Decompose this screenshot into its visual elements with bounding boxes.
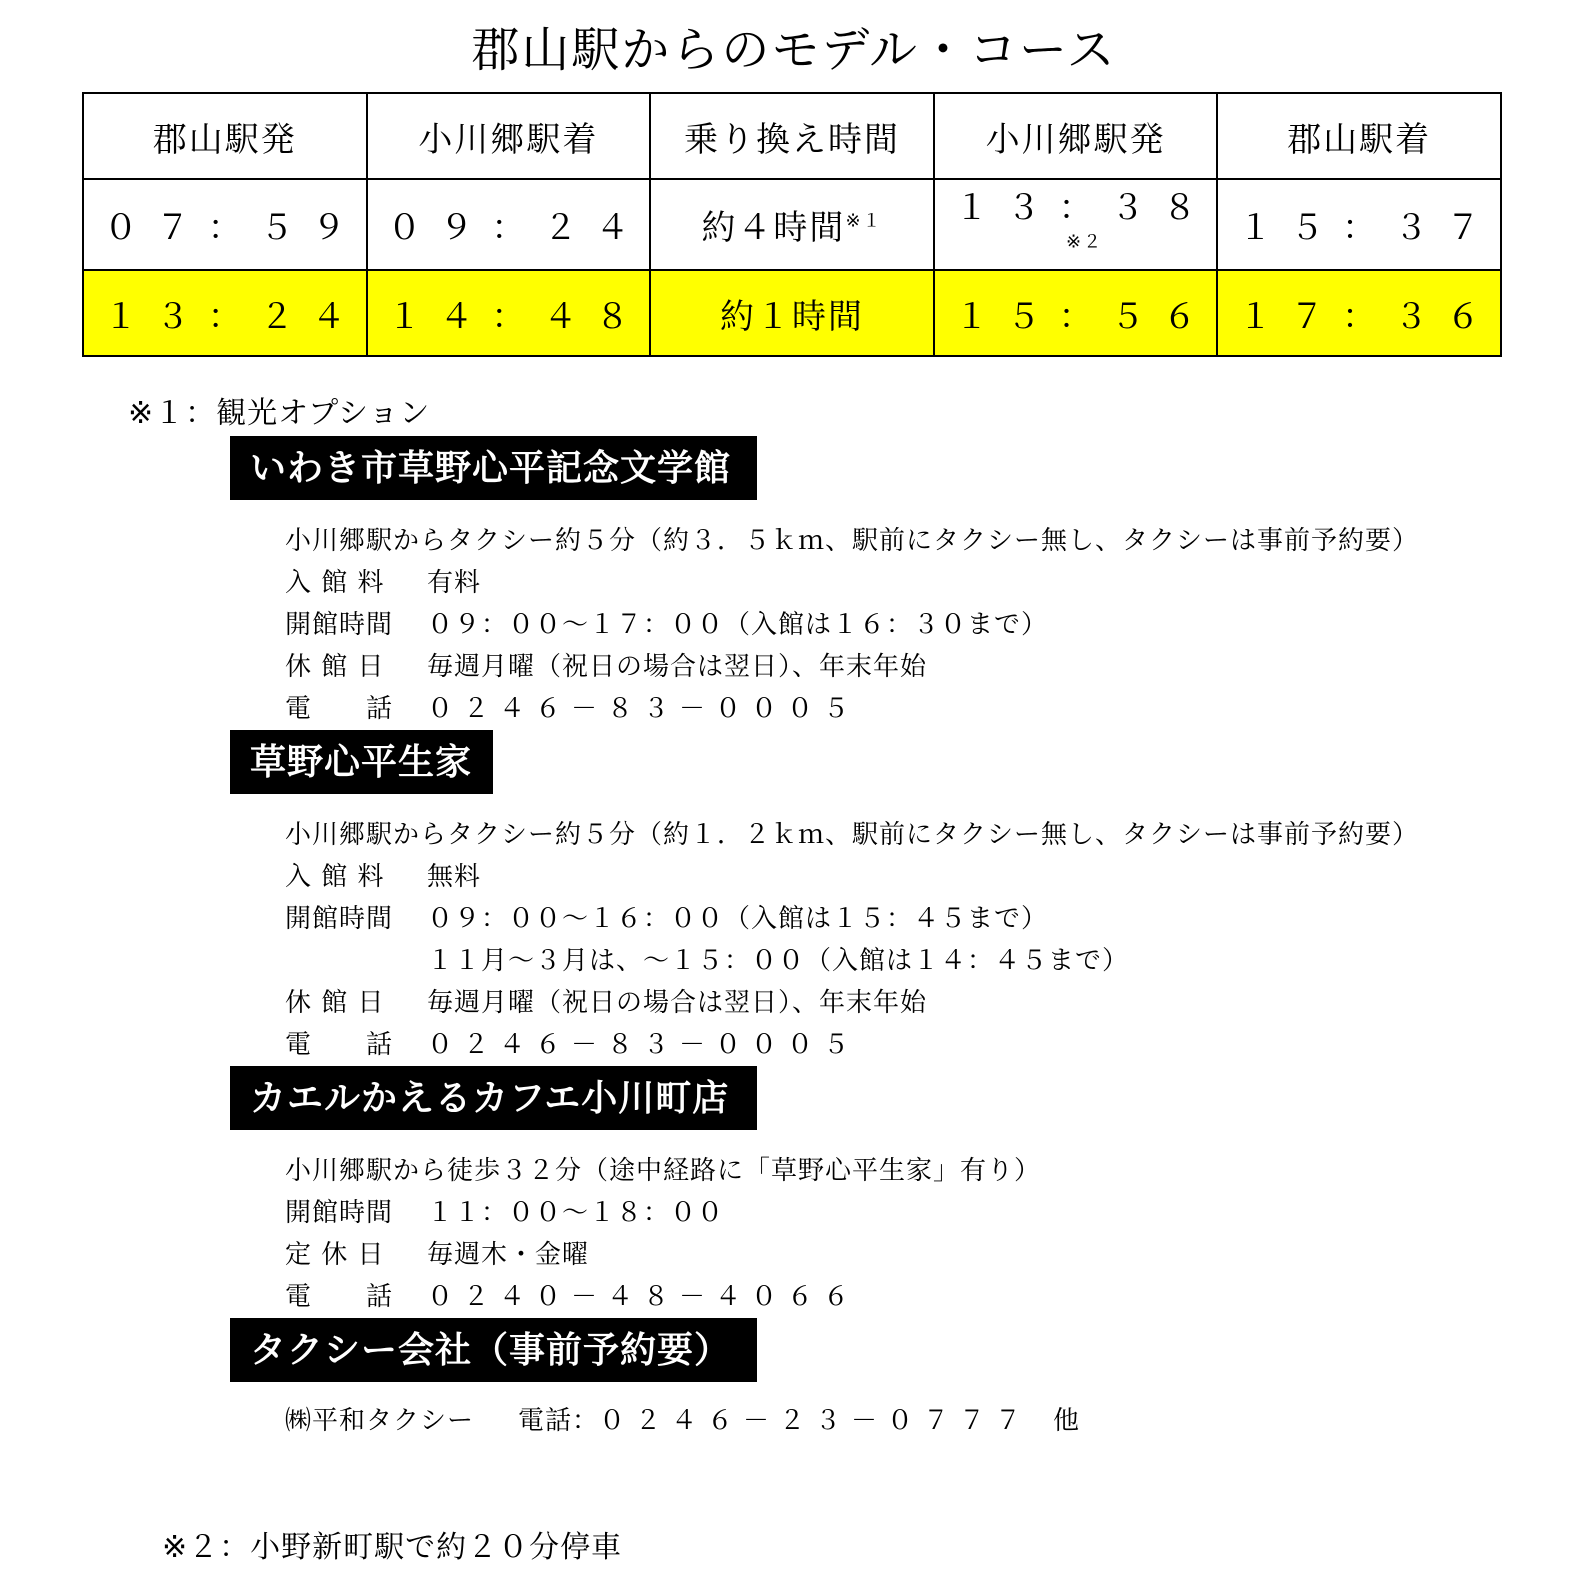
table-cell: １５：３７ xyxy=(1217,179,1501,270)
fee-value: 無料 xyxy=(427,862,482,892)
table-cell xyxy=(934,179,1218,270)
option-banner-literature-museum: いわき市草野心平記念文学館 xyxy=(230,436,757,500)
footnote-marker: ※２ xyxy=(1066,231,1104,253)
fee-label: 入 館 料 xyxy=(285,862,385,892)
closed-label: 休 館 日 xyxy=(285,988,385,1018)
option-banner-cafe: カエルかえるカフエ小川町店 xyxy=(230,1066,757,1130)
page-title: 郡山駅からのモデル・コース xyxy=(471,22,1117,78)
table-cell xyxy=(650,179,934,270)
option-banner-birthplace: 草野心平生家 xyxy=(230,730,493,794)
option-tel-row xyxy=(285,692,859,726)
option-hours-row xyxy=(285,1196,724,1230)
taxi-phone-label: 電話： xyxy=(518,1406,600,1436)
hours-label: 開館時間 xyxy=(285,1198,394,1228)
fee-label: 入 館 料 xyxy=(285,568,385,598)
closed-value: 毎週月曜（祝日の場合は翌日）、年末年始 xyxy=(427,988,928,1018)
tel-label: 電 話 xyxy=(285,694,394,724)
option-closed-row xyxy=(285,650,927,684)
depart-time: １３：３８ xyxy=(954,188,1215,228)
table-cell: ０９：２４ xyxy=(367,179,651,270)
taxi-suffix: 他 xyxy=(1053,1406,1081,1436)
taxi-phone: ０２４６－２３－０７７７ xyxy=(599,1406,1032,1436)
model-course-table xyxy=(82,92,1502,357)
closed-value: 毎週月曜（祝日の場合は翌日）、年末年始 xyxy=(427,652,928,682)
option-hours-winter: １１月～３月は、～１５：００（入館は１４：４５まで） xyxy=(427,946,1130,976)
hours-value: ０９：００～１７：００（入館は１６：３０まで） xyxy=(427,610,1049,640)
option-access: 小川郷駅から徒歩３２分（途中経路に「草野心平生家」有り） xyxy=(285,1156,1042,1186)
option-hours-row xyxy=(285,608,1048,642)
option-closed-row xyxy=(285,1238,589,1272)
table-cell: １４：４８ xyxy=(367,270,651,356)
hours-label: 開館時間 xyxy=(285,610,394,640)
taxi-banner: タクシー会社（事前予約要） xyxy=(230,1318,757,1382)
transfer-duration: 約４時間 xyxy=(701,208,846,248)
table-cell: １３：２４ xyxy=(83,270,367,356)
table-cell: １５：５６ xyxy=(934,270,1218,356)
option-fee-row xyxy=(285,566,481,600)
header-koriyama-arrive: 郡山駅着 xyxy=(1217,93,1501,179)
note-2: ※２：小野新町駅で約２０分停車 xyxy=(162,1530,623,1565)
option-closed-row xyxy=(285,986,927,1020)
tel-label: 電 話 xyxy=(285,1030,394,1060)
tel-value: ０２４６－８３－０００５ xyxy=(427,694,860,724)
table-cell: ０７：５９ xyxy=(83,179,367,270)
tel-label: 電 話 xyxy=(285,1282,394,1312)
table-row xyxy=(83,179,1501,270)
header-ogawago-arrive: 小川郷駅着 xyxy=(367,93,651,179)
closed-label: 定 休 日 xyxy=(285,1240,385,1270)
table-header-row xyxy=(83,93,1501,179)
note-1-heading: ※１：観光オプション xyxy=(128,396,431,431)
hours-value: １１：００～１８：００ xyxy=(427,1198,725,1228)
option-tel-row xyxy=(285,1028,859,1062)
table-cell: 約１時間 xyxy=(650,270,934,356)
option-fee-row xyxy=(285,860,481,894)
footnote-marker: ※１ xyxy=(845,210,883,232)
closed-label: 休 館 日 xyxy=(285,652,385,682)
closed-value: 毎週木・金曜 xyxy=(427,1240,590,1270)
tel-value: ０２４６－８３－０００５ xyxy=(427,1030,860,1060)
table-row-highlighted xyxy=(83,270,1501,356)
tel-value: ０２４０－４８－４０６６ xyxy=(427,1282,860,1312)
fee-value: 有料 xyxy=(427,568,482,598)
header-transfer-time: 乗り換え時間 xyxy=(650,93,934,179)
taxi-company: ㈱平和タクシー xyxy=(285,1406,475,1436)
taxi-info-row xyxy=(285,1404,1080,1438)
table-cell: １７：３６ xyxy=(1217,270,1501,356)
option-access: 小川郷駅からタクシー約５分（約３．５ｋｍ、駅前にタクシー無し、タクシーは事前予約要） xyxy=(285,526,1420,556)
option-access: 小川郷駅からタクシー約５分（約１．２ｋｍ、駅前にタクシー無し、タクシーは事前予約要） xyxy=(285,820,1420,850)
header-ogawago-depart: 小川郷駅発 xyxy=(934,93,1218,179)
header-koriyama-depart: 郡山駅発 xyxy=(83,93,367,179)
hours-label: 開館時間 xyxy=(285,904,394,934)
option-hours-row xyxy=(285,902,1048,936)
option-tel-row xyxy=(285,1280,859,1314)
hours-value: ０９：００～１６：００（入館は１５：４５まで） xyxy=(427,904,1049,934)
